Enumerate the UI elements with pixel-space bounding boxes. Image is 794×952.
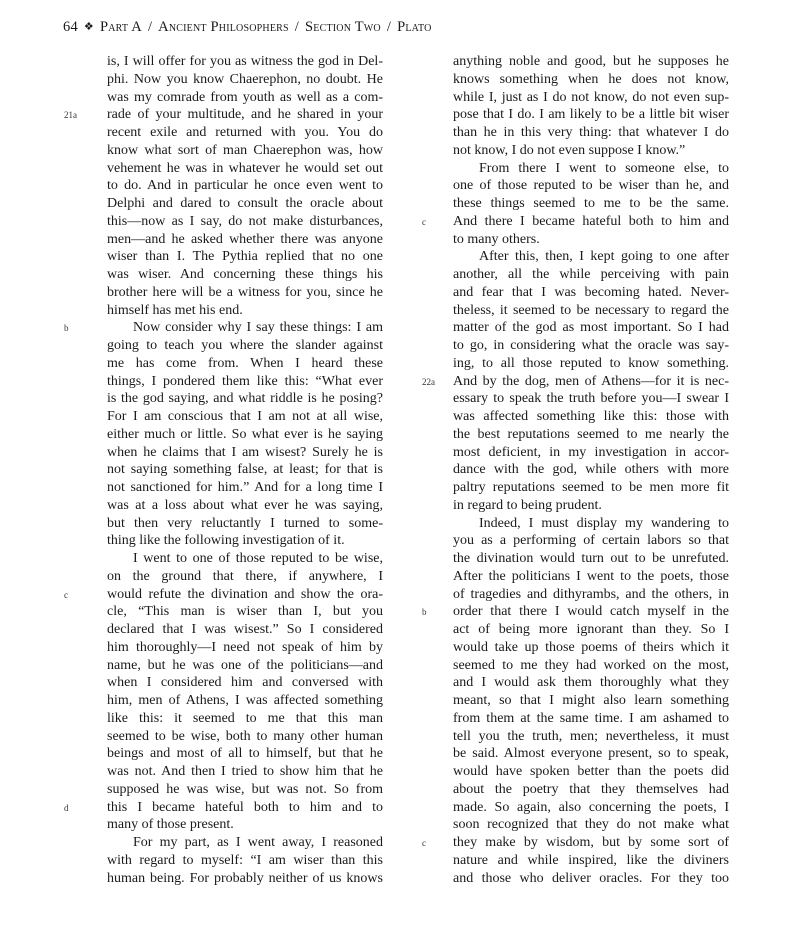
text-line: him, men of Athens, I was affected something xyxy=(107,693,383,708)
text-line: From there I went to someone else, to xyxy=(479,160,729,176)
text-line: brother here will be a witness for you, since he xyxy=(107,284,383,300)
text-line: supposed he was wise, but was not. So from xyxy=(107,781,383,797)
text-line: meant, so that I might also learn something xyxy=(453,693,729,708)
text-line: dance with the god, while others with more xyxy=(453,462,729,478)
text-line: thing like the following investigation of it. xyxy=(107,533,345,549)
text-line: theless, it seemed to be necessary to regard the xyxy=(453,302,729,318)
header-separator: / xyxy=(147,19,153,35)
stephanus-marker: c xyxy=(64,589,68,600)
text-line: with regard to myself: “I am wiser than this xyxy=(107,852,383,868)
text-line: rade of your multitude, and he shared in your xyxy=(107,107,383,123)
text-line: seemed to be wise, both to many other human xyxy=(107,728,383,744)
text-line: would take up those poems of theirs which it xyxy=(453,639,729,655)
page-number: 64 xyxy=(63,19,78,35)
text-line: you as a performing of certain labors so that xyxy=(453,533,729,549)
book-title: Ancient Philosophers xyxy=(158,19,289,35)
text-line: they make by wisdom, but by some sort of xyxy=(453,835,729,850)
text-line: recent exile and returned with you. You do xyxy=(107,125,383,140)
ornament-icon: ❖ xyxy=(83,21,94,33)
text-line: when I considered him and conversed with xyxy=(107,675,383,691)
text-line: of tragedies and dithyrambs, and the others, in xyxy=(453,586,729,602)
text-line: soon recognized that they do not make what xyxy=(453,817,729,833)
text-line: vehement he was in whatever he would set out xyxy=(107,160,383,176)
text-line: was at a loss about what ever he was saying, xyxy=(107,497,383,513)
text-line: most deficient, in my investigation in accor- xyxy=(453,444,729,460)
part-label: Part A xyxy=(99,19,142,35)
text-line: to do. And in particular he once even went to xyxy=(107,178,383,194)
text-line: about the poetry that they themselves had xyxy=(453,781,729,797)
text-line: and those who deliver oracles. For they too xyxy=(453,870,729,886)
text-line: was not. And then I tried to show him that he xyxy=(107,764,383,779)
stephanus-marker: c xyxy=(422,838,426,848)
text-line: not saying something false, at least; for that is xyxy=(107,462,383,478)
text-line: and I would ask them thoroughly what they xyxy=(453,675,729,691)
text-line: Now consider why I say these things: I am xyxy=(133,320,383,336)
text-line: to go, in considering what the oracle was say- xyxy=(453,338,729,353)
left-text-column xyxy=(107,53,383,887)
text-line: like this: it seemed to me that this man xyxy=(107,710,383,726)
text-line: know what sort of man Chaerephon was, how xyxy=(107,142,383,158)
text-line: would refute the divination and show the ora- xyxy=(107,586,383,602)
text-line: I went to one of those reputed to be wise, xyxy=(133,551,383,566)
stephanus-marker: b xyxy=(422,607,427,618)
text-line: act of being more ignorant than they. So I xyxy=(453,622,729,637)
text-line: would have spoken better than the poets did xyxy=(453,764,729,779)
text-line: to many others. xyxy=(453,231,540,247)
text-line: seemed to me they had worked on the most, xyxy=(453,657,729,673)
text-line: matter of the god as most important. So I had xyxy=(453,320,729,336)
text-line: After this, then, I kept going to one after xyxy=(479,249,729,265)
text-line: And by the dog, men of Athens—for it is nec- xyxy=(453,373,729,389)
text-line: For I am conscious that I am not at all wise, xyxy=(107,409,383,424)
text-line: one of those reputed to be wiser than he, and xyxy=(453,178,729,194)
text-line: be said. Almost everyone present, so to speak, xyxy=(453,746,729,762)
text-line: After the politicians I went to the poets, those xyxy=(453,568,729,584)
text-line: was wiser. And concerning these things his xyxy=(107,267,383,282)
text-line: essary to speak the truth before you—I swear I xyxy=(453,391,729,407)
text-line: not sanctioned for him.” And for a long time I xyxy=(107,480,383,495)
running-header xyxy=(63,19,743,36)
text-line: knows something when he does not know, xyxy=(453,71,729,87)
text-line: the divination would turn out to be unrefuted. xyxy=(453,551,729,566)
stephanus-marker: 22a xyxy=(422,376,435,387)
text-line: is, I will offer for you as witness the god in Del- xyxy=(107,54,383,69)
stephanus-marker: c xyxy=(422,216,426,227)
text-line: things, I pondered them like this: “What ever xyxy=(107,373,383,389)
text-line: Indeed, I must display my wandering to xyxy=(479,515,729,531)
section-label: Section Two xyxy=(305,19,381,35)
text-line: beings and most of all to himself, but that he xyxy=(107,746,383,762)
text-line: declared that I was wisest.” So I considered xyxy=(107,622,383,637)
right-text-column xyxy=(453,53,729,887)
text-line: going to teach you where the slander against xyxy=(107,338,383,353)
text-line: wiser than I. The Pythia replied that no one xyxy=(107,249,383,265)
text-line: For my part, as I went away, I reasoned xyxy=(133,835,383,850)
text-line: when he claims that I am wisest? Surely he is xyxy=(107,444,383,460)
text-line: but then very reluctantly I turned to some- xyxy=(107,515,383,531)
text-line: made. So again, also concerning the poets, I xyxy=(453,799,729,815)
stephanus-marker: b xyxy=(64,323,69,334)
text-line: men—and he asked whether there was anyone xyxy=(107,231,383,247)
text-line: not know, I do not even suppose I know.” xyxy=(453,142,686,158)
text-line: than he in this very thing: that whatever I do xyxy=(453,125,729,140)
text-line: was my comrade from youth as well as a com- xyxy=(107,89,383,105)
text-line: paltry reputations seemed to be men more fit xyxy=(453,480,729,495)
text-line: from them at the same time. I am ashamed to xyxy=(453,710,729,726)
text-line: anything noble and good, but he supposes he xyxy=(453,54,729,69)
text-line: human being. For probably neither of us knows xyxy=(107,870,383,886)
text-line: pose that I do. I am likely to be a little bit wiser xyxy=(453,107,729,123)
stephanus-marker: 21a xyxy=(64,110,77,121)
text-line: these things seemed to me to be the same. xyxy=(453,196,729,211)
text-line: is the god saying, and what riddle is he posing? xyxy=(107,391,383,407)
text-line: order that there I would catch myself in the xyxy=(453,604,729,620)
stephanus-marker: d xyxy=(64,802,69,813)
text-line: And there I became hateful both to him and xyxy=(453,213,729,229)
text-line: tell you the truth, men; nevertheless, it must xyxy=(453,728,729,744)
author-name: Plato xyxy=(397,19,432,35)
text-line: this—now as I say, do not make disturbances, xyxy=(107,213,383,229)
text-line: another, all the while perceiving with pain xyxy=(453,267,729,282)
header-separator: / xyxy=(386,19,392,35)
text-line: and fear that I was becoming hated. Never- xyxy=(453,284,729,300)
text-line: Delphi and dared to consult the oracle about xyxy=(107,196,383,211)
text-line: me has come from. When I heard these xyxy=(107,355,383,371)
text-line: ing, to all those reputed to know something. xyxy=(453,355,729,371)
text-line: him thoroughly—I need not speak of him by xyxy=(107,639,383,655)
text-line: while I, just as I do not know, do not even sup- xyxy=(453,89,729,105)
text-line: in regard to being prudent. xyxy=(453,497,602,513)
text-line: nature and while inspired, like the diviners xyxy=(453,852,729,868)
text-line: this I became hateful both to him and to xyxy=(107,799,383,815)
text-line: cle, “This man is wiser than I, but you xyxy=(107,604,383,620)
text-line: was affected something like this: those with xyxy=(453,409,729,424)
text-line: either much or little. So what ever is he saying xyxy=(107,426,383,442)
text-line: the best reputations seemed to me nearly the xyxy=(453,426,729,442)
text-line: name, but he was one of the politicians—and xyxy=(107,657,383,673)
header-separator: / xyxy=(294,19,300,35)
text-line: on the ground that there, if anywhere, I xyxy=(107,568,383,584)
text-line: himself has met his end. xyxy=(107,302,243,318)
text-line: phi. Now you know Chaerephon, no doubt. He xyxy=(107,71,383,87)
text-line: many of those present. xyxy=(107,817,234,833)
